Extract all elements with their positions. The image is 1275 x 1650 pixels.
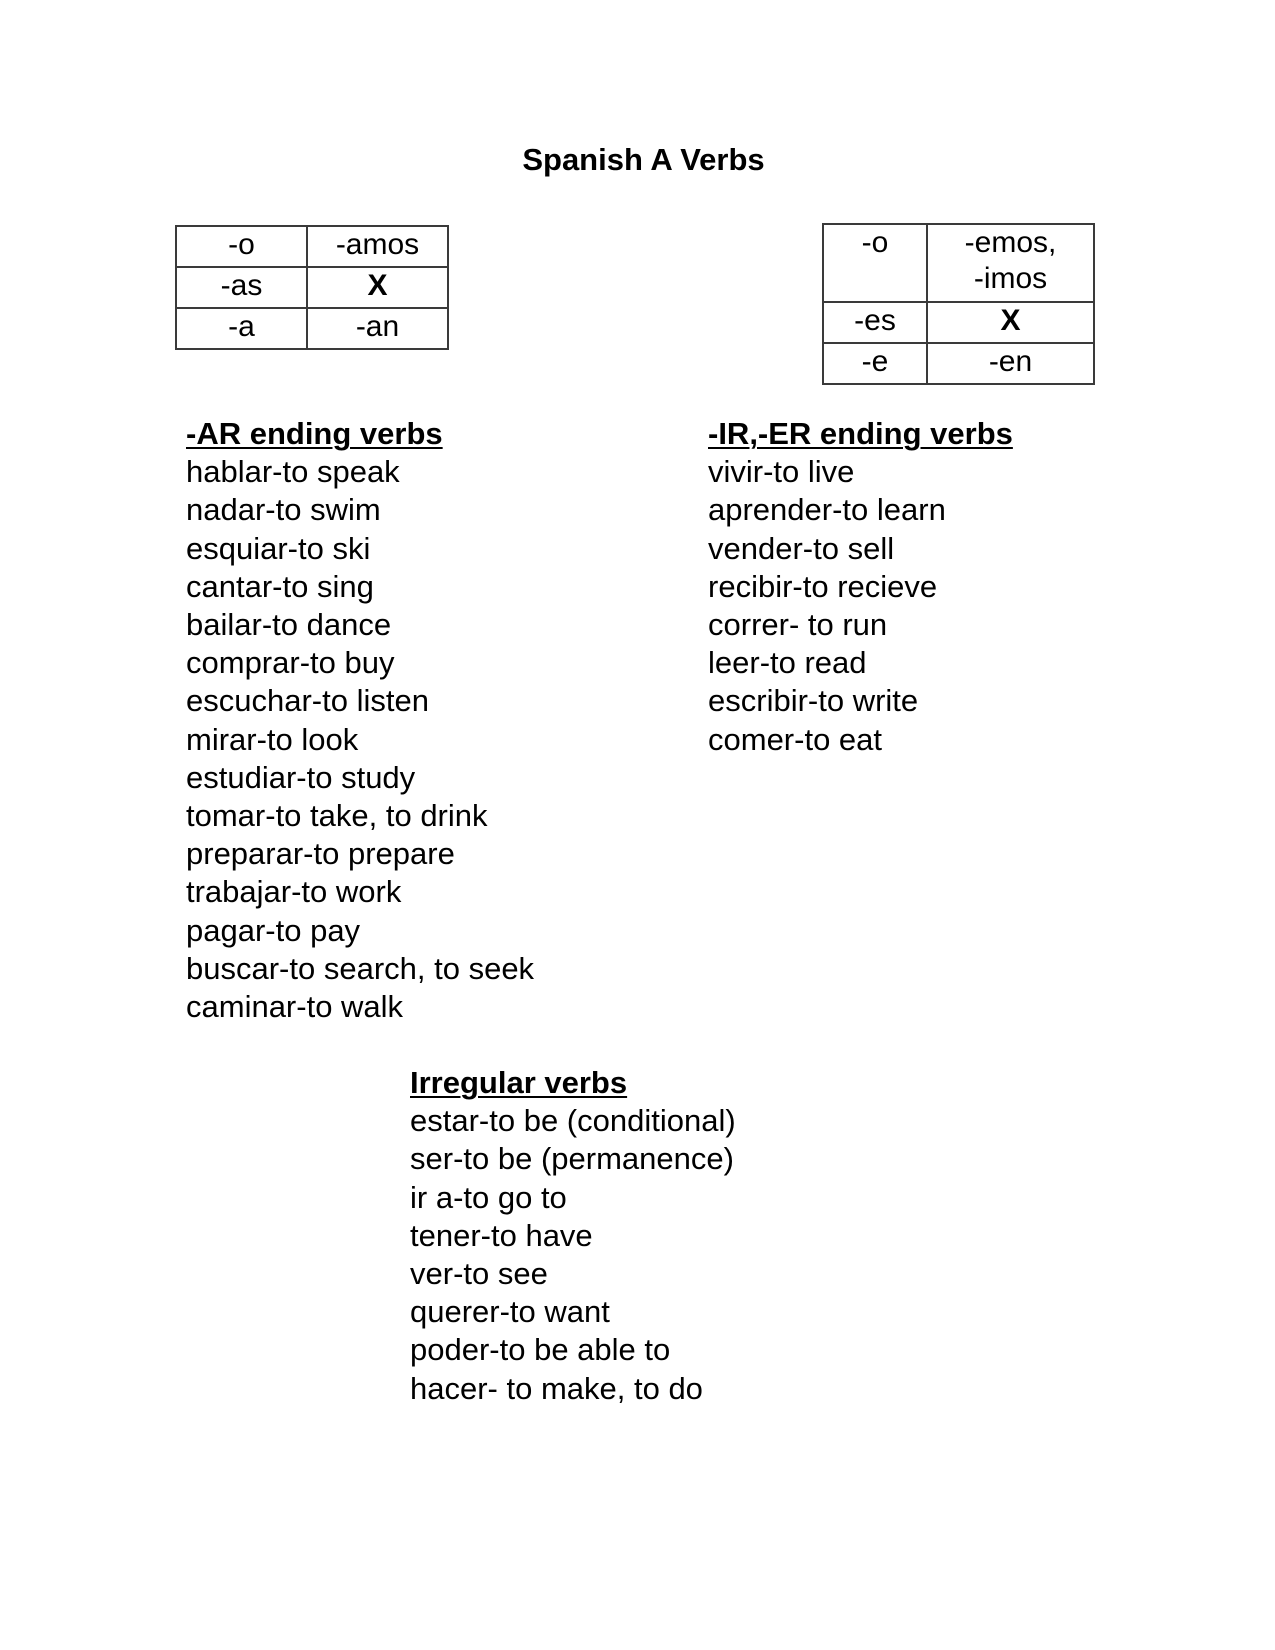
list-item: estudiar-to study xyxy=(186,759,416,795)
table-cell: X xyxy=(307,267,448,308)
table-cell: -o xyxy=(823,224,927,302)
page-title: Spanish A Verbs xyxy=(522,142,765,177)
table-cell: -es xyxy=(823,302,927,343)
section-heading: -IR,-ER ending verbs xyxy=(708,416,1013,451)
table-cell: -en xyxy=(927,343,1094,384)
list-item: esquiar-to ski xyxy=(186,530,371,566)
list-item: pagar-to pay xyxy=(186,912,361,948)
list-item: ver-to see xyxy=(410,1256,548,1292)
ir-er-endings-table xyxy=(822,223,1095,385)
list-item: recibir-to recieve xyxy=(708,568,938,604)
table-row xyxy=(176,226,448,267)
list-item: vender-to sell xyxy=(708,530,895,566)
ar-verbs-list xyxy=(186,415,534,1026)
list-item: hablar-to speak xyxy=(186,454,400,490)
list-item: tomar-to take, to drink xyxy=(186,798,488,834)
list-item: ser-to be (permanence) xyxy=(410,1141,734,1177)
list-item: ir a-to go to xyxy=(410,1179,567,1215)
ir-er-verbs-list xyxy=(708,415,1013,759)
table-cell: -emos, -imos xyxy=(927,224,1094,302)
list-item: bailar-to dance xyxy=(186,607,392,643)
list-item: caminar-to walk xyxy=(186,989,404,1025)
table-row xyxy=(823,302,1094,343)
section-heading: -AR ending verbs xyxy=(186,416,443,451)
list-item: estar-to be (conditional) xyxy=(410,1103,736,1139)
irregular-verbs-list xyxy=(410,1064,736,1408)
table-cell: -e xyxy=(823,343,927,384)
list-item: escuchar-to listen xyxy=(186,683,429,719)
table-row xyxy=(176,308,448,349)
section-heading: Irregular verbs xyxy=(410,1065,628,1100)
list-item: comprar-to buy xyxy=(186,645,395,681)
list-item: querer-to want xyxy=(410,1294,610,1330)
table-cell: -as xyxy=(176,267,307,308)
table-cell: -amos xyxy=(307,226,448,267)
table-row xyxy=(823,224,1094,302)
table-row xyxy=(823,343,1094,384)
list-item: buscar-to search, to seek xyxy=(186,950,535,986)
table-cell: -o xyxy=(176,226,307,267)
ar-endings-table xyxy=(175,225,449,350)
list-item: vivir-to live xyxy=(708,454,855,490)
list-item: nadar-to swim xyxy=(186,492,381,528)
table-cell: -an xyxy=(307,308,448,349)
list-item: trabajar-to work xyxy=(186,874,402,910)
table-cell: -a xyxy=(176,308,307,349)
list-item: comer-to eat xyxy=(708,721,883,757)
list-item: preparar-to prepare xyxy=(186,836,455,872)
list-item: correr- to run xyxy=(708,607,888,643)
list-item: aprender-to learn xyxy=(708,492,946,528)
list-item: leer-to read xyxy=(708,645,867,681)
list-item: hacer- to make, to do xyxy=(410,1370,703,1406)
list-item: tener-to have xyxy=(410,1217,593,1253)
list-item: escribir-to write xyxy=(708,683,919,719)
list-item: mirar-to look xyxy=(186,721,359,757)
list-item: cantar-to sing xyxy=(186,568,374,604)
list-item: poder-to be able to xyxy=(410,1332,671,1368)
table-cell: X xyxy=(927,302,1094,343)
table-row xyxy=(176,267,448,308)
